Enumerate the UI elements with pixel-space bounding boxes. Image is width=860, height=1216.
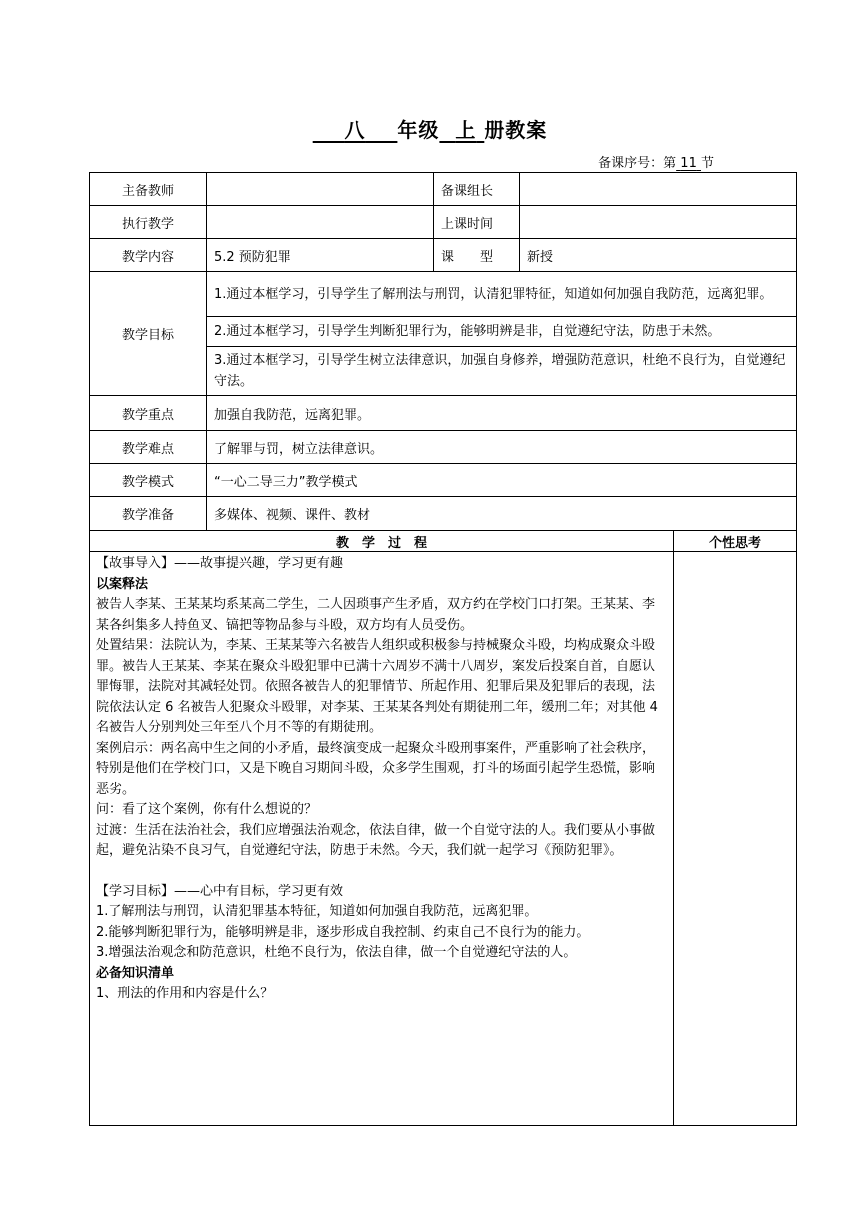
spacer [96,862,667,882]
type-value: 新授 [520,239,797,272]
title-term-suffix: 册教案 [484,118,548,142]
intro-heading: 【故事导入】——故事提兴趣，学习更有趣 [96,556,344,571]
objective-item: 1.通过本框学习，引导学生了解刑法与刑罚，认清犯罪特征，知道如何加强自我防范，远离犯罪。 [207,272,797,317]
lesson-info-table [89,172,797,531]
personal-thinking-column [674,552,797,1126]
objective-item: 2.通过本框学习，引导学生判断犯罪行为，能够明辨是非，自觉遵纪守法，防患于未然。 [207,317,797,347]
process-body [90,552,674,1126]
key-points-value: 加强自我防范，远离犯罪。 [207,396,797,431]
type-label: 课 型 [434,239,520,272]
process-header: 教 学 过 程 [90,531,674,552]
mode-label: 教学模式 [90,464,207,497]
lead-teacher-value [207,173,434,206]
goal-item: 2.能够判断犯罪行为，能够明辨是非，逐步形成自我控制、约束自己不良行为的能力。 [96,924,590,940]
personal-thinking-header: 个性思考 [674,531,797,552]
goal-item: 1.了解刑法与刑罚，认清犯罪基本特征，知道如何加强自我防范，远离犯罪。 [96,904,538,919]
case-paragraph: 被告人李某、王某某均系某高二学生，二人因琐事产生矛盾，双方约在学校门口打架。王某某、李某各纠集多人持鱼叉、镐把等物品参与斗殴，双方均有人员受伤。 [96,597,656,633]
difficulty-label: 教学难点 [90,431,207,464]
page-title [0,114,860,143]
case-paragraph: 案例启示：两名高中生之间的小矛盾，最终演变成一起聚众斗殴刑事案件，严重影响了社会秩序，特别是他们在学校门口，又是下晚自习期间斗殴，众多学生围观，打斗的场面引起学生恐慌，影响恶劣。 [96,740,656,797]
prep-label: 教学准备 [90,497,207,531]
lead-teacher-label: 主备教师 [90,173,207,206]
checklist-question: 1、刑法的作用和内容是什么？ [96,986,274,1001]
exec-teacher-value [207,206,434,239]
transition: 过渡：生活在法治社会，我们应增强法治观念，依法自律，做一个自觉守法的人。我们要从小事做起，避免沾染不良习气，自觉遵纪守法，防患于未然。今天，我们就一起学习《预防犯罪》。 [96,822,656,858]
objectives-label: 教学目标 [90,272,207,396]
group-leader-value [520,173,797,206]
process-table [89,530,797,1126]
serial-number: 11 [680,156,697,171]
class-time-value [520,206,797,239]
exec-teacher-label: 执行教学 [90,206,207,239]
checklist-heading: 必备知识清单 [96,965,175,981]
question: 问：看了这个案例，你有什么想说的？ [96,802,318,817]
objective-item: 3.通过本框学习，引导学生树立法律意识，加强自身修养，增强防范意识，杜绝不良行为，自觉遵纪守法。 [207,347,797,396]
content-label: 教学内容 [90,239,207,272]
lesson-serial: 备课序号：第 11 节 [598,156,714,171]
key-points-label: 教学重点 [90,396,207,431]
goal-item: 3.增强法治观念和防范意识，杜绝不良行为，依法自律，做一个自觉遵纪守法的人。 [96,945,577,960]
title-grade-blank: 八 [344,118,366,142]
group-leader-label: 备课组长 [434,173,520,206]
case-heading: 以案释法 [96,576,149,592]
content-value: 5.2 预防犯罪 [207,239,434,272]
goals-heading: 【学习目标】——心中有目标，学习更有效 [96,883,344,899]
mode-value: “一心二导三力”教学模式 [207,464,797,497]
title-term-blank: 上 [455,118,477,142]
class-time-label: 上课时间 [434,206,520,239]
prep-value: 多媒体、视频、课件、教材 [207,497,797,531]
difficulty-value: 了解罪与罚，树立法律意识。 [207,431,797,464]
title-grade-suffix: 年级 [397,118,440,142]
case-paragraph: 处置结果：法院认为，李某、王某某等六名被告人组织或积极参与持械聚众斗殴，均构成聚众斗殴罪。被告人王某某、李某在聚众斗殴犯罪中已满十六周岁不满十八周岁，案发后投案自首，自愿认罪悔罪，法院对其减轻处罚。依照各被告人的犯罪情节、所起作用、犯罪后果及犯罪后的表现，法院依法认定 6 名被告人犯聚众斗殴罪，对李某、王某某各判处有期徒刑二年，缓刑二年；对其他 4 名被告人分别判处三年至八个月不等的有期徒刑。 [96,638,658,735]
